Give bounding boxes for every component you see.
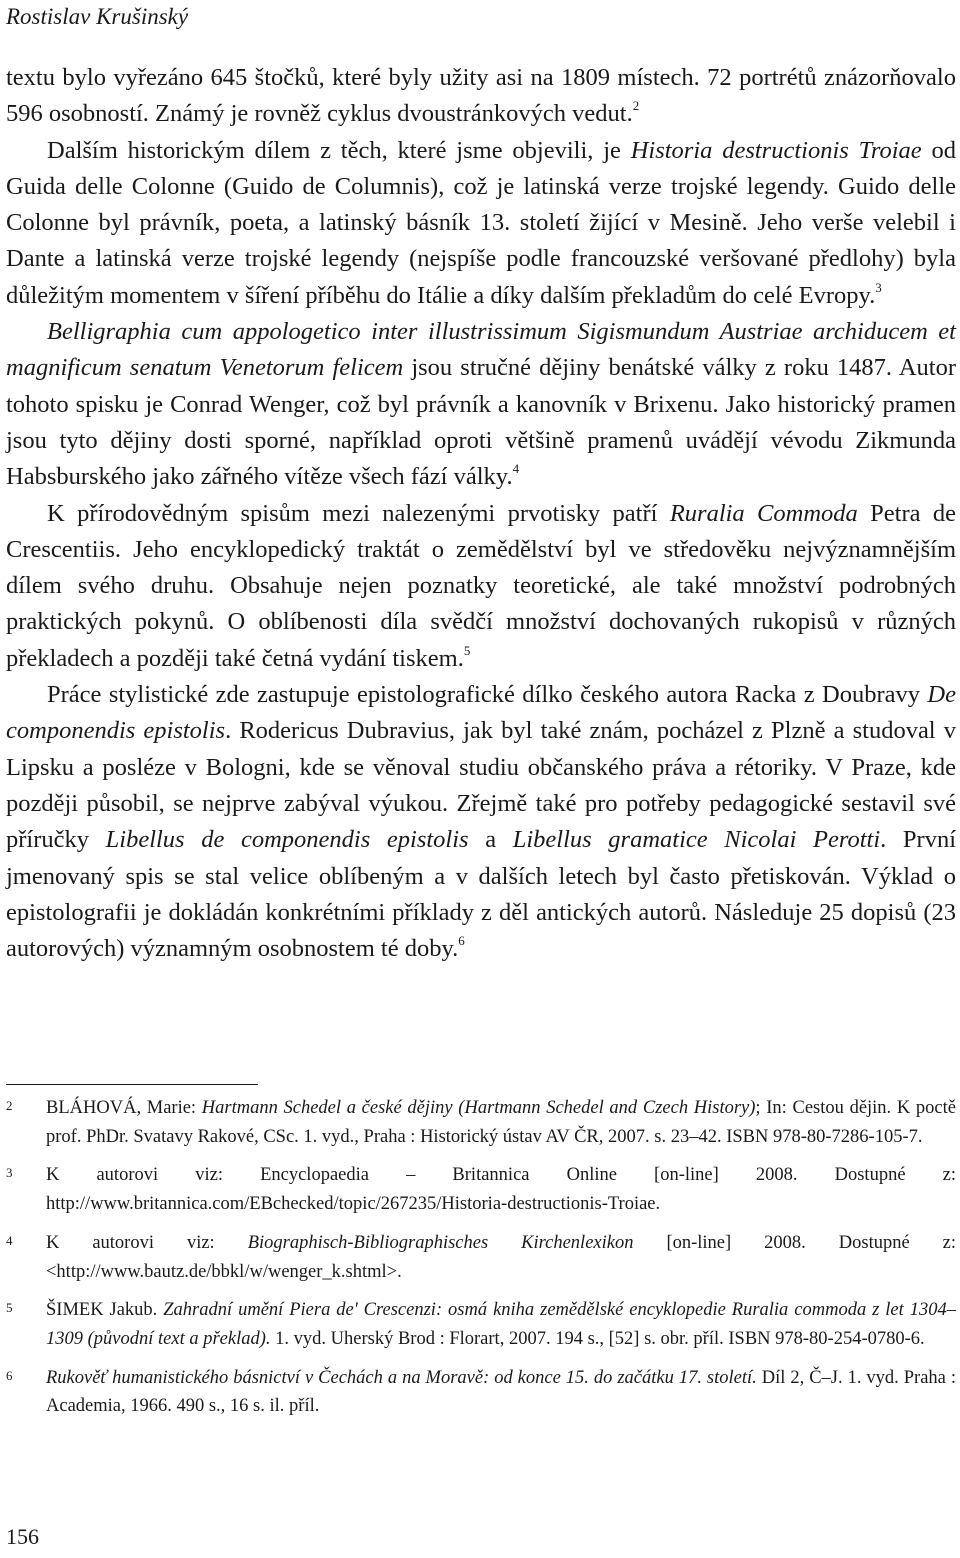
footnote-number: 5 — [6, 1300, 13, 1316]
footnote-number: 2 — [6, 1098, 13, 1113]
footnote-text: Rukověť humanistického básnictví v Čechách a na Moravě: od konce 15. do začátku 17. století. Díl 2, Č–J. 1. vyd. Praha : Academia, 1966. 490 s., 16 s. il. příl. — [46, 1367, 956, 1417]
running-head: Rostislav Krušinský — [6, 4, 189, 29]
footnote-number: 3 — [6, 1165, 13, 1181]
body-text — [6, 60, 956, 967]
footnote-text: BLÁHOVÁ, Marie: Hartmann Schedel a české dějiny (Hartmann Schedel and Czech History); In: Cestou dějin. K poctě prof. PhDr. Svatavy Rakové, CSc. 1. vyd., Praha : Historický ústav AV ČR, 2007. s. 23–42. ISBN 978-80-7286-105-7. — [46, 1098, 956, 1147]
page-number: 156 — [6, 1524, 39, 1549]
paragraph-3: Belligraphia cum appologetico inter illustrissimum Sigismundum Austriae archiducem et magnificum senatum Venetorum felicem jsou stručné dějiny benátské války z roku 1487. Autor tohoto spisku je Conrad Wenger, což byl právník a kanovník v Brixenu. Jako historický pramen jsou tyto dějiny dosti sporné, například oproti většině pramenů uvádějí vévodu Zikmunda Habsburského jako zářného vítěze všech fází války.$^4$ — [6, 318, 956, 491]
footnote-text: ŠIMEK Jakub. Zahradní umění Piera de' Crescenzi: osmá kniha zemědělské encyklopedie Ruralia commoda z let 1304–1309 (původní text a překlad). 1. vyd. Uherský Brod : Florart, 2007. 194 s., [52] s. obr. příl. ISBN 978-80-254-0780-6. — [46, 1300, 956, 1349]
footnote-separator — [6, 1084, 258, 1085]
footnote-text[interactable]: K autorovi viz: Encyclopaedia – Britannica Online [on-line] 2008. Dostupné z: http://www.britannica.com/EBchecked/topic/267235/Historia-destructionis-Troiae. — [46, 1165, 956, 1215]
paragraph-1: textu bylo vyřezáno 645 štočků, které byly užity asi na 1809 místech. 72 portrétů znázorňovalo 596 osobností. Známý je rovněž cyklus dvoustránkových vedut.$^2$ — [6, 64, 956, 128]
paragraph-2: Dalším historickým dílem z těch, které jsme objevili, je Historia destructionis Troiae od Guida delle Colonne (Guido de Columnis), což je latinská verze trojské legendy. Guido delle Colonne byl právník, poeta, a latinský básník 13. století žijící v Mesině. Jeho verše velebil i Dante a latinská verze trojské legendy (nejspíše podle francouzské veršované předlohy) byla důležitým momentem v šíření příběhu do Itálie a díky dalším překladům do celé Evropy.$^3$ — [6, 136, 957, 309]
footnote-2 — [6, 1094, 956, 1151]
paragraph-4: K přírodovědným spisům mezi nalezenými prvotisky patří Ruralia Commoda Petra de Crescentiis. Jeho encyklopedický traktát o zemědělství byl ve středověku nejvýznamnějším dílem svého druhu. Obsahuje nejen poznatky teoretické, ale také množství podrobných praktických pokynů. O oblíbenosti díla svědčí množství dochovaných rukopisů v různých překladech a později také četná vydání tiskem.$^5$ — [6, 499, 956, 672]
footnote-3 — [6, 1161, 956, 1218]
paragraph-5: Práce stylistické zde zastupuje epistolografické dílko českého autora Racka z Doubravy De componendis epistolis. Rodericus Dubravius, jak byl také znám, pocházel z Plzně a studoval v Lipsku a posléze v Bologni, kde se věnoval studiu občanského práva a rétoriky. V Praze, kde později působil, se nejprve zabýval výukou. Zřejmě také pro potřeby pedagogické sestavil své příručky Libellus de componendis epistolis a Libellus gramatice Nicolai Perotti. První jmenovaný spis se stal velice oblíbeným a v dalších letech byl často přetiskován. Výklad o epistolografii je dokládán konkrétními příklady z děl antických autorů. Následuje 25 dopisů (23 autorových) významným osobnostem té doby.$^6$ — [6, 681, 957, 963]
footnote-6 — [6, 1364, 956, 1421]
footnote-number: 6 — [6, 1367, 13, 1383]
footnote-4 — [6, 1229, 956, 1286]
footnote-ref-4[interactable]: 4 — [512, 461, 520, 477]
footnote-ref-3[interactable]: 3 — [875, 279, 882, 295]
footnotes — [6, 1094, 956, 1431]
footnote-ref-5[interactable]: 5 — [463, 642, 471, 658]
footnote-5 — [6, 1296, 956, 1353]
footnote-number: 4 — [6, 1232, 13, 1248]
footnote-ref-2[interactable]: 2 — [632, 98, 640, 114]
footnote-ref-6[interactable]: 6 — [458, 933, 465, 949]
footnote-text[interactable]: K autorovi viz: Biographisch-Bibliographisches Kirchenlexikon [on-line] 2008. Dostupné z: <http://www.bautz.de/bbkl/w/wenger_k.shtml>. — [46, 1232, 956, 1282]
